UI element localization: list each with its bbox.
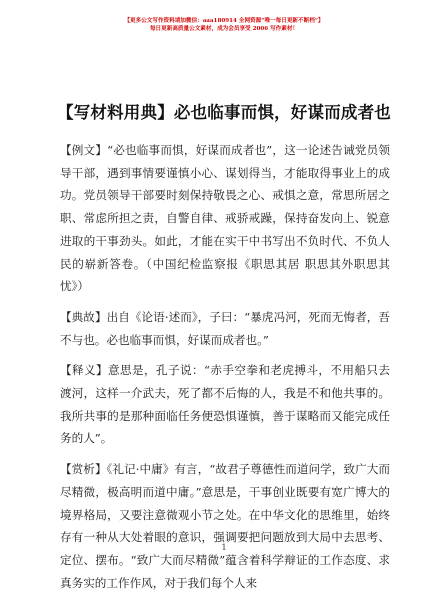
paragraph-example: 【例文】“必也临事而惧，好谋而成者也”，这一论述告诫党员领导干部，遇到事情要谨慎小心、谋划得当，才能取得事业上的成功。党员领导干部要时刻保持敬畏之心、戒惧之意，常思所居之职、常虑所担之责，自警自律、戒骄戒躁，保持奋发向上、锐意进取的干事劲头。如此，才能在实干中书写出不负时代、不负人民的崭新答卷。（中国纪检监察报《职思其居 职思其外职思其忧》） [60, 143, 390, 294]
paragraph-appreciation: 【赏析】《礼记·中庸》有言，“故君子尊德性而道问学，致广大而尽精微，极高明而道中庸。”意思是，干事创业既要有宽广博大的境界格局，又要注意微观小节之处。在中华文化的思维里，始终存有一种从大处着眼的意识，强调要把问题放到大局中去思考、定位、摆布。“致广大而尽精微”蕴含着科学辩证的工作态度、求真务实的工作作风，对于我们每个人来 [60, 462, 390, 590]
document-title: 【写材料用典】必也临事而惧，好谋而成者也 [57, 103, 391, 122]
paragraph-allusion: 【典故】出自《论语·述而》，子曰：“暴虎冯河，死而无悔者，吾不与也。必也临事而惧，好谋而成者也。” [60, 309, 390, 347]
banner-line-1: 【更多公文写作资料请加微信：aaa180914 全网资源“唯一每日更新不断档”】 [124, 18, 324, 24]
header-banner [0, 18, 448, 33]
paragraph-interpretation: 【释义】意思是，孔子说：“赤手空拳和老虎搏斗，不用船只去渡河，这样一介武夫，死了都不后悔的人，我是不和他共事的。我所共事的是那种面临任务便恐惧谨慎，善于谋略而又能完成任务的人”。 [60, 363, 390, 446]
banner-line-2: 每日更新高质量公文素材，成为会员享受 2006 写作素材！ [149, 25, 299, 32]
document-body [60, 139, 390, 602]
page-number: 1 [221, 543, 227, 552]
